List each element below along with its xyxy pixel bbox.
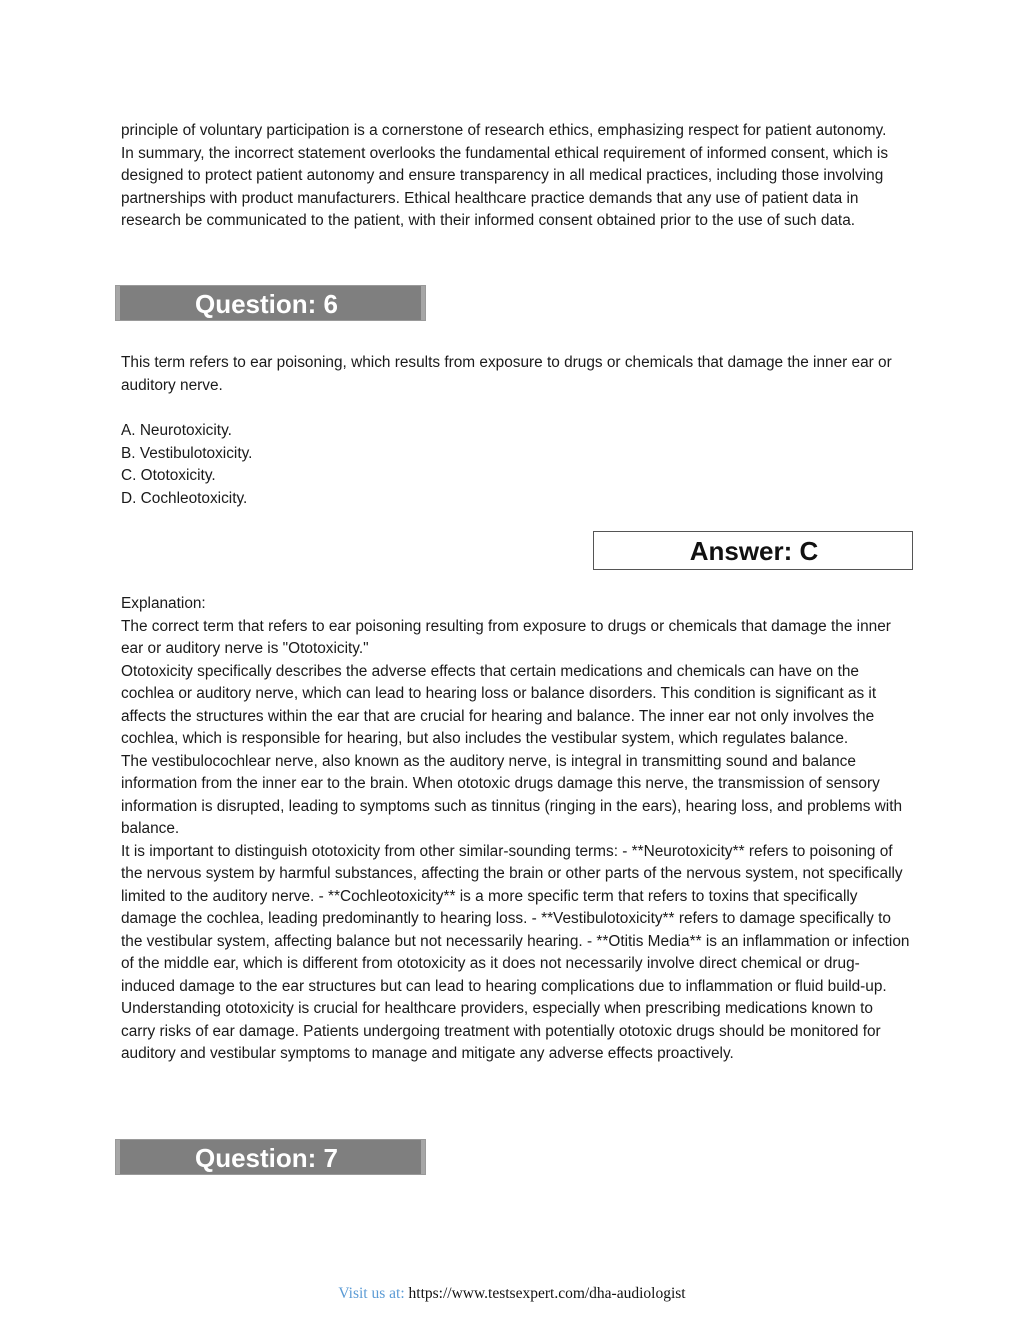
paragraph: principle of voluntary participation is a cornerstone of research ethics, emphasizing respect for patient autonomy. bbox=[121, 122, 887, 139]
question-6-text bbox=[121, 352, 911, 397]
question-7-title: Question: 7 bbox=[194, 1143, 338, 1173]
question-6-explanation bbox=[121, 593, 911, 1066]
paragraph: Ototoxicity specifically describes the adverse effects that certain medications and chemicals can have on the cochlea or auditory nerve, which can lead to hearing loss or balance disorders. This condition is significant as it affects the structures within the ear that are crucial for hearing and balance. The inner ear not only involves the cochlea, which is responsible for hearing, but also includes the vestibular system, which regulates balance. bbox=[121, 662, 877, 747]
option-b: B. Vestibulotoxicity. bbox=[121, 444, 253, 462]
paragraph: It is important to distinguish ototoxicity from other similar-sounding terms: - **Neurotoxicity** refers to poisoning of the nervous system by harmful substances, affecting the brain or other parts of the nervous system, not specifically limited to the auditory nerve. - **Cochleotoxicity** is a more specific term that refers to toxins that specifically damage the cochlea, leading predominantly to hearing loss. - **Vestibulotoxicity** refers to damage specifically to the vestibular system, affecting balance but not necessarily hearing. - **Otitis Media** is an inflammation or infection of the middle ear, which is different from ototoxicity as it does not necessarily involve direct chemical or drug-induced damage to the ear structures but can lead to hearing complications due to inflammation or fluid build-up. bbox=[121, 842, 910, 995]
option-d: D. Cochleotoxicity. bbox=[121, 489, 248, 507]
question-6-title: Question: 6 bbox=[194, 289, 338, 319]
answer-box bbox=[593, 531, 913, 570]
paragraph: Understanding ototoxicity is crucial for healthcare providers, especially when prescribing medications known to carry risks of ear damage. Patients undergoing treatment with potentially ototoxic drugs should be monitored for auditory and vestibular symptoms to manage and mitigate any adverse effects proactively. bbox=[121, 1000, 881, 1062]
previous-explanation-continued bbox=[121, 120, 911, 233]
footer-url-link[interactable]: https://www.testsexpert.com/dha-audiologist bbox=[408, 1285, 686, 1302]
footer-visit-label: Visit us at: bbox=[338, 1285, 405, 1302]
paragraph: The correct term that refers to ear poisoning resulting from exposure to drugs or chemicals that damage the inner ear or auditory nerve is "Ototoxicity." bbox=[121, 617, 891, 657]
option-c: C. Ototoxicity. bbox=[121, 467, 216, 484]
page-footer bbox=[0, 1284, 1024, 1304]
option-a: A. Neurotoxicity. bbox=[121, 422, 232, 439]
answer-label: Answer: C bbox=[689, 536, 819, 566]
question-stem: This term refers to ear poisoning, which results from exposure to drugs or chemicals that damage the inner ear or auditory nerve. bbox=[121, 354, 892, 394]
paragraph: The vestibulocochlear nerve, also known as the auditory nerve, is integral in transmitting sound and balance information from the inner ear to the brain. When ototoxic drugs damage this nerve, the transmission of sensory information is disrupted, leading to symptoms such as tinnitus (ringing in the ears), hearing loss, and problems with balance. bbox=[121, 752, 903, 837]
paragraph: In summary, the incorrect statement overlooks the fundamental ethical requirement of informed consent, which is designed to protect patient autonomy and ensure transparency in all medical practices, including those involving partnerships with product manufacturers. Ethical healthcare practice demands that any use of patient data in research be communicated to the patient, with their informed consent obtained prior to the use of such data. bbox=[121, 144, 889, 229]
question-6-banner bbox=[115, 285, 426, 321]
explanation-heading: Explanation: bbox=[121, 595, 206, 612]
question-7-banner bbox=[115, 1139, 426, 1175]
question-6-options bbox=[121, 420, 911, 510]
